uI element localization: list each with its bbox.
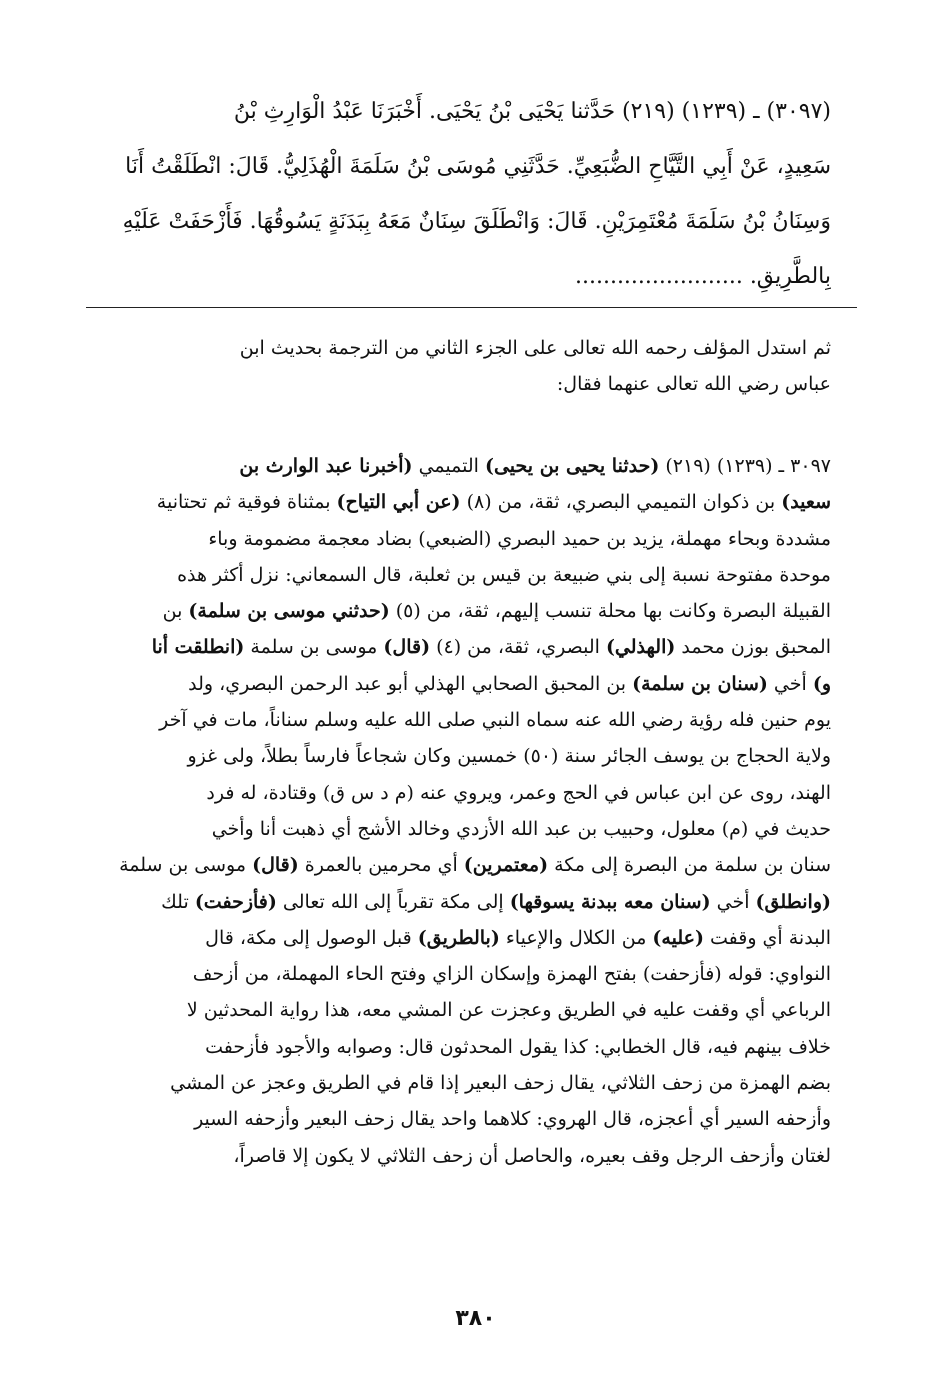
- hadith-line: (٣٠٩٧) ـ (١٢٣٩) (٢١٩) حَدَّثنا يَحْيَى بْنُ يَحْيَى. أَخْبَرَنَا عَبْدُ الْوَارِثِ بْنُ: [233, 99, 831, 124]
- commentary-line: النواوي: قوله (فأزحفت) بفتح الهمزة وإسكان الزاي وفتح الحاء المهملة، من أزحف: [192, 963, 831, 986]
- hadith-line: وَسِنَانُ بْنُ سَلَمَةَ مُعْتَمِرَيْنِ. قَالَ: وَانْطَلَقَ سِنَانٌ مَعَهُ بِبَدَنَةٍ يَسُوقُهَا. فَأَزْحَفَتْ عَلَيْهِ: [122, 209, 831, 234]
- commentary-line: المحبق بوزن محمد (الهذلي) البصري، ثقة، من (٤) (قال) موسى بن سلمة (انطلقت أنا: [151, 636, 831, 659]
- commentary-line: ولاية الحجاج بن يوسف الجائر سنة (٥٠) خمسين وكان شجاعاً فارساً بطلاً، ولى غزو: [187, 745, 831, 768]
- commentary-line: الهند، روى عن ابن عباس في الحج وعمر، ويروي عنه (م د س ق) وقتادة، له فرد: [206, 781, 831, 804]
- commentary-line: ٣٠٩٧ ـ (١٢٣٩) (٢١٩) (حدثنا يحيى بن يحيى) التميمي (أخبرنا عبد الوارث بن: [239, 455, 831, 477]
- hadith-line: سَعِيدٍ، عَنْ أَبِي التَّيَّاحِ الضُّبَعِيِّ. حَدَّثَنِي مُوسَى بْنُ سَلَمَةَ الْهُذَلِيُّ. قَالَ: انْطَلَقْتُ أَنَا: [125, 154, 831, 179]
- commentary-line: الرباعي أي وقفت عليه في الطريق وعجزت عن المشي معه، هذا رواية المحدثين لا: [186, 999, 831, 1022]
- commentary-line: و) أخي (سنان بن سلمة) بن المحبق الصحابي الهذلي أبو عبد الرحمن البصري، ولد: [188, 672, 831, 695]
- commentary-line: (وانطلق) أخي (سنان معه ببدنة يسوقها) إلى مكة تقرباً إلى الله تعالى (فأزحفت) تلك: [161, 890, 831, 913]
- commentary-line: خلاف بينهم فيه، قال الخطابي: كذا يقول المحدثون قال: وصوابه والأجود فأزحفت: [205, 1035, 831, 1058]
- intro-line: عباس رضي الله تعالى عنهما فقال:: [556, 373, 831, 395]
- intro-line: ثم استدل المؤلف رحمه الله تعالى على الجزء الثاني من الترجمة بحديث ابن: [239, 337, 831, 359]
- commentary-line: البدنة أي وقفت (عليه) من الكلال والإعياء (بالطريق) قبل الوصول إلى مكة، قال: [205, 926, 831, 949]
- commentary-line: سنان بن سلمة من البصرة إلى مكة (معتمرين) أي محرمين بالعمرة (قال) موسى بن سلمة: [119, 854, 831, 877]
- commentary-line: لغتان وأزحف الرجل وقف بعيره، والحاصل أن زحف الثلاثي لا يكون إلا قاصراً،: [233, 1144, 831, 1167]
- commentary-line: يوم حنين فله رؤية رضي الله عنه سماه النبي صلى الله عليه وسلم سناناً، مات في آخر: [159, 709, 831, 732]
- commentary-line: وأزحفه السير أي أعجزه، قال الهروي: كلاهما واحد يقال زحف البعير وأزحفه السير: [194, 1108, 831, 1131]
- commentary-line: القبيلة البصرة وكانت بها محلة تنسب إليهم، ثقة، من (٥) (حدثني موسى بن سلمة) بن: [162, 600, 831, 623]
- hadith-line: بِالطَّرِيقِ. ........................: [574, 264, 831, 289]
- commentary-line: مشددة وبحاء مهملة، يزيد بن حميد البصري (الضبعي) بضاد معجمة مضمومة وباء: [208, 527, 831, 550]
- commentary-intro: [90, 330, 831, 402]
- separator-rule: [86, 307, 857, 308]
- commentary-line: موحدة مفتوحة نسبة إلى بني ضبيعة بن قيس بن ثعلبة، قال السمعاني: نزل أكثر هذه: [177, 563, 831, 586]
- commentary-line: بضم الهمزة من زحف الثلاثي، يقال زحف البعير إذا قام في الطريق وعجز عن المشي: [170, 1072, 831, 1095]
- page-number: ٣٨٠: [455, 1306, 496, 1331]
- commentary-body: [86, 448, 831, 1174]
- hadith-text: [80, 84, 831, 304]
- commentary-line: حديث في (م) معلول، وحبيب بن عبد الله الأزدي وخالد الأشج أي ذهبت أنا وأخي: [211, 817, 831, 840]
- commentary-line: سعيد) بن ذكوان التميمي البصري، ثقة، من (٨) (عن أبي التياح) بمثناة فوقية ثم تحتانية: [156, 491, 831, 514]
